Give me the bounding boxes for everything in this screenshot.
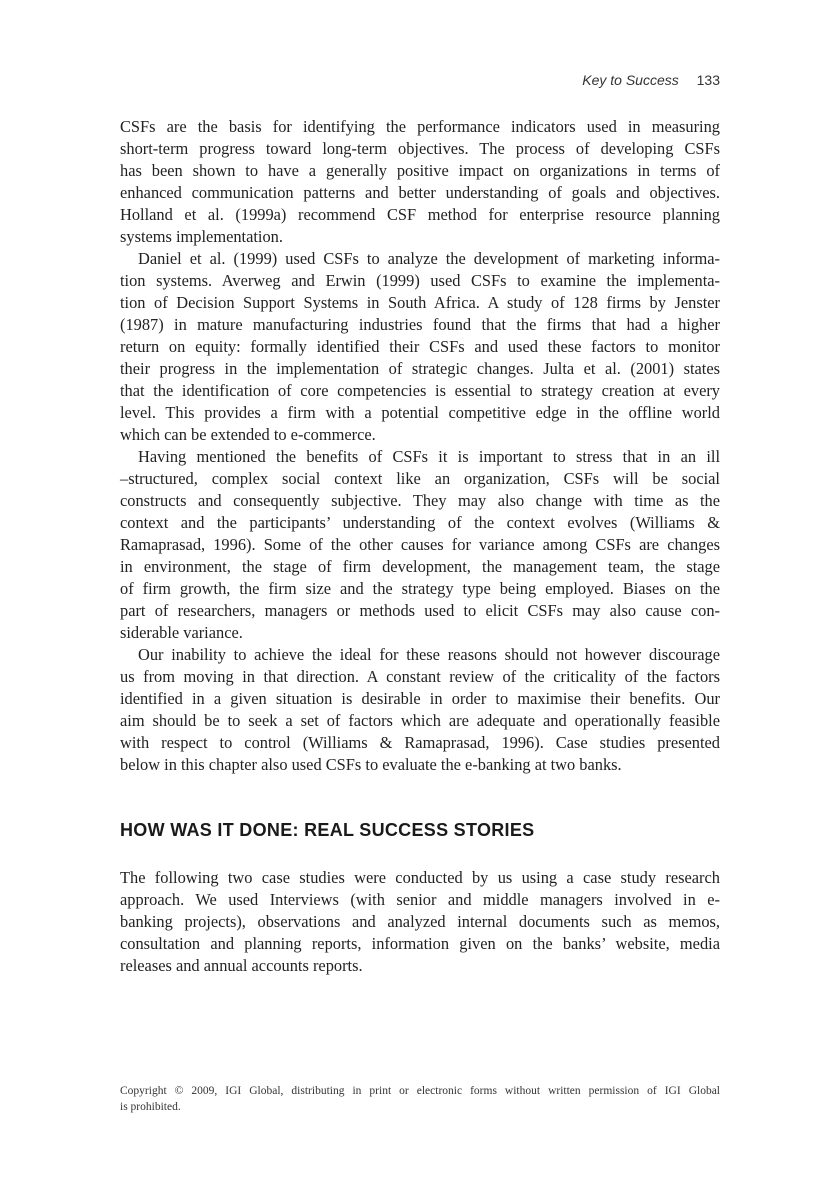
text-line: releases and annual accounts reports. xyxy=(120,956,363,975)
text-line: Our inability to achieve the ideal for these reasons should not however discourage xyxy=(138,645,720,664)
page-number: 133 xyxy=(696,72,720,88)
text-line: Holland et al. (1999a) recommend CSF method for enterprise resource planning xyxy=(120,205,720,224)
text-line: of firm growth, the firm size and the strategy type being employed. Biases on the xyxy=(120,579,720,598)
text-line: Having mentioned the benefits of CSFs it is important to stress that in an ill xyxy=(138,447,720,466)
footer-line: Copyright © 2009, IGI Global, distributing in print or electronic forms without written permission of IGI Global xyxy=(120,1085,720,1097)
text-line: that the identification of core competencies is essential to strategy creation at every xyxy=(120,381,720,400)
text-line: which can be extended to e-commerce. xyxy=(120,425,376,444)
text-line: tion systems. Averweg and Erwin (1999) used CSFs to examine the implementa- xyxy=(120,271,720,290)
text-line: systems implementation. xyxy=(120,227,283,246)
text-line: with respect to control (Williams & Ramaprasad, 1996). Case studies presented xyxy=(120,733,720,752)
text-line: us from moving in that direction. A constant review of the criticality of the factors xyxy=(120,667,720,686)
text-line: constructs and consequently subjective. They may also change with time as the xyxy=(120,491,720,510)
text-line: banking projects), observations and analyzed internal documents such as memos, xyxy=(120,912,720,931)
text-line: consultation and planning reports, information given on the banks’ website, media xyxy=(120,934,720,953)
text-line: siderable variance. xyxy=(120,623,243,642)
text-line: The following two case studies were conducted by us using a case study research xyxy=(120,868,720,887)
text-line: in environment, the stage of firm development, the management team, the stage xyxy=(120,557,720,576)
text-line: Daniel et al. (1999) used CSFs to analyze the development of marketing informa- xyxy=(138,249,720,268)
text-line: (1987) in mature manufacturing industries found that the firms that had a higher xyxy=(120,315,720,334)
footer-line: is prohibited. xyxy=(120,1101,181,1113)
paragraph-2 xyxy=(120,248,720,446)
copyright-footer xyxy=(120,1083,720,1115)
text-line: approach. We used Interviews (with senior and middle managers involved in e- xyxy=(120,890,720,909)
text-line: aim should be to seek a set of factors which are adequate and operationally feasible xyxy=(120,711,720,730)
text-line: below in this chapter also used CSFs to evaluate the e-banking at two banks. xyxy=(120,755,622,774)
text-line: their progress in the implementation of strategic changes. Julta et al. (2001) states xyxy=(120,359,720,378)
text-line: tion of Decision Support Systems in South Africa. A study of 128 firms by Jenster xyxy=(120,293,720,312)
paragraph-4 xyxy=(120,644,720,776)
text-line: short-term progress toward long-term objectives. The process of developing CSFs xyxy=(120,139,720,158)
text-line: identified in a given situation is desirable in order to maximise their benefits. Our xyxy=(120,689,720,708)
text-line: context and the participants’ understanding of the context evolves (Williams & xyxy=(120,513,720,532)
section-paragraph xyxy=(120,867,720,977)
text-line: has been shown to have a generally positive impact on organizations in terms of xyxy=(120,161,720,180)
text-line: return on equity: formally identified their CSFs and used these factors to monitor xyxy=(120,337,720,356)
running-title: Key to Success xyxy=(582,72,679,88)
text-line: Ramaprasad, 1996). Some of the other causes for variance among CSFs are changes xyxy=(120,535,720,554)
text-line: enhanced communication patterns and better understanding of goals and objectives. xyxy=(120,183,720,202)
paragraph-3 xyxy=(120,446,720,644)
text-line: part of researchers, managers or methods used to elicit CSFs may also cause con- xyxy=(120,601,720,620)
section-heading: HOW WAS IT DONE: REAL SUCCESS STORIES xyxy=(120,820,535,840)
text-line: CSFs are the basis for identifying the performance indicators used in measuring xyxy=(120,117,720,136)
paragraph-1 xyxy=(120,116,720,248)
running-header xyxy=(582,72,720,88)
text-line: –structured, complex social context like an organization, CSFs will be social xyxy=(120,469,720,488)
text-line: level. This provides a firm with a potential competitive edge in the offline world xyxy=(120,403,720,422)
